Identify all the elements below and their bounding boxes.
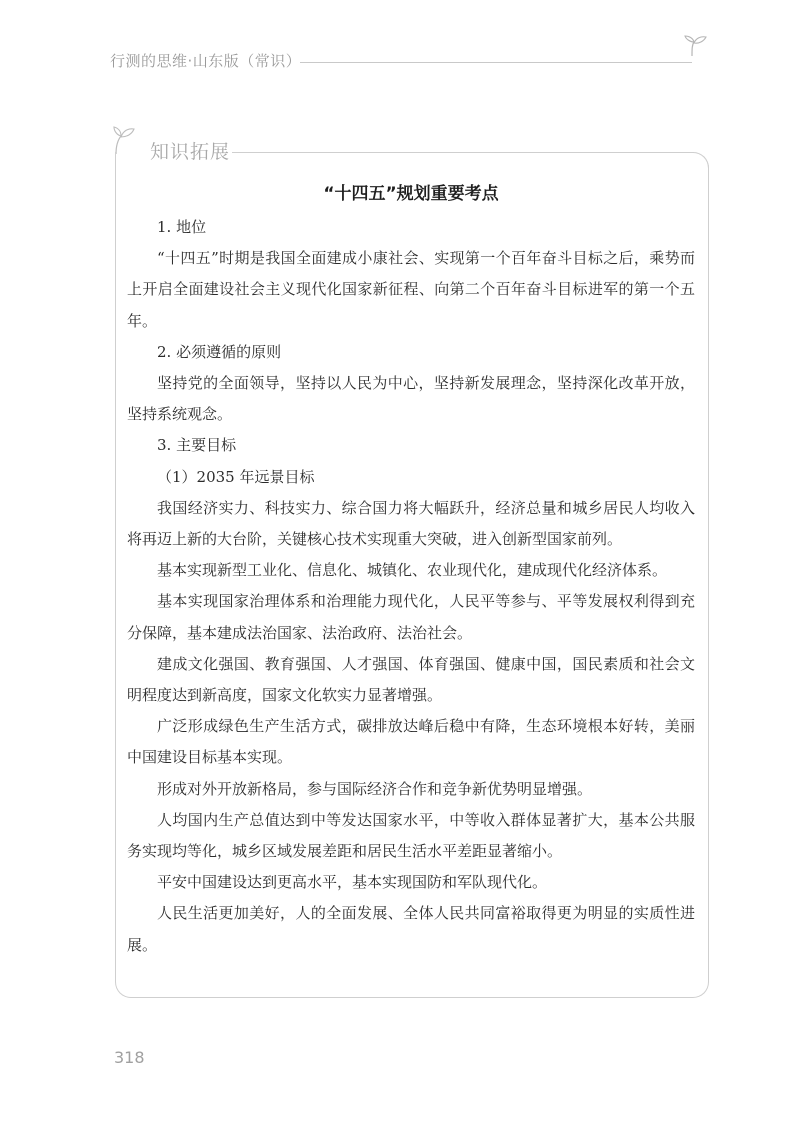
article bbox=[127, 180, 695, 961]
paragraph: 基本实现新型工业化、信息化、城镇化、农业现代化，建成现代化经济体系。 bbox=[157, 561, 668, 580]
paragraph: 建成文化强国、教育强国、人才强国、体育强国、健康中国，国民素质和社会文明程度达到新高度，国家文化软实力显著增强。 bbox=[127, 654, 695, 705]
paragraph: 我国经济实力、科技实力、综合国力将大幅跃升，经济总量和城乡居民人均收入将再迈上新的大台阶，关键核心技术实现重大突破，进入创新型国家前列。 bbox=[127, 498, 695, 549]
paragraph: 3. 主要目标 bbox=[157, 436, 237, 455]
paragraph: 人均国内生产总值达到中等发达国家水平，中等收入群体显著扩大，基本公共服务实现均等化，城乡区域发展差距和居民生活水平差距显著缩小。 bbox=[127, 810, 695, 861]
running-header: 行测的思维·山东版（常识） bbox=[110, 52, 302, 70]
paragraph: （1）2035 年远景目标 bbox=[157, 467, 315, 486]
paragraph: 平安中国建设达到更高水平，基本实现国防和军队现代化。 bbox=[157, 873, 548, 892]
box-top-rule bbox=[232, 152, 694, 153]
article-title: “十四五”规划重要考点 bbox=[323, 184, 499, 204]
section-label: 知识拓展 bbox=[150, 137, 238, 164]
paragraph: “十四五”时期是我国全面建成小康社会、实现第一个百年奋斗目标之后，乘势而上开启全面建设社会主义现代化国家新征程、向第二个百年奋斗目标进军的第一个五年。 bbox=[127, 249, 695, 330]
header-rule bbox=[300, 62, 692, 63]
paragraph: 形成对外开放新格局，参与国际经济合作和竞争新优势明显增强。 bbox=[157, 779, 593, 798]
paragraph: 2. 必须遵循的原则 bbox=[157, 342, 282, 361]
sprout-icon bbox=[684, 35, 710, 57]
page-number: 318 bbox=[114, 1048, 145, 1067]
paragraph: 1. 地位 bbox=[157, 218, 207, 236]
paragraph: 广泛形成绿色生产生活方式，碳排放达峰后稳中有降，生态环境根本好转，美丽中国建设目标基本实现。 bbox=[127, 717, 695, 767]
paragraph: 人民生活更加美好，人的全面发展、全体人民共同富裕取得更为明显的实质性进展。 bbox=[127, 904, 695, 954]
paragraph: 坚持党的全面领导，坚持以人民为中心，坚持新发展理念，坚持深化改革开放，坚持系统观念。 bbox=[127, 374, 695, 424]
paragraph: 基本实现国家治理体系和治理能力现代化，人民平等参与、平等发展权利得到充分保障，基本建成法治国家、法治政府、法治社会。 bbox=[127, 592, 695, 642]
box-top-corner bbox=[692, 152, 709, 169]
sprout-icon bbox=[113, 121, 153, 155]
